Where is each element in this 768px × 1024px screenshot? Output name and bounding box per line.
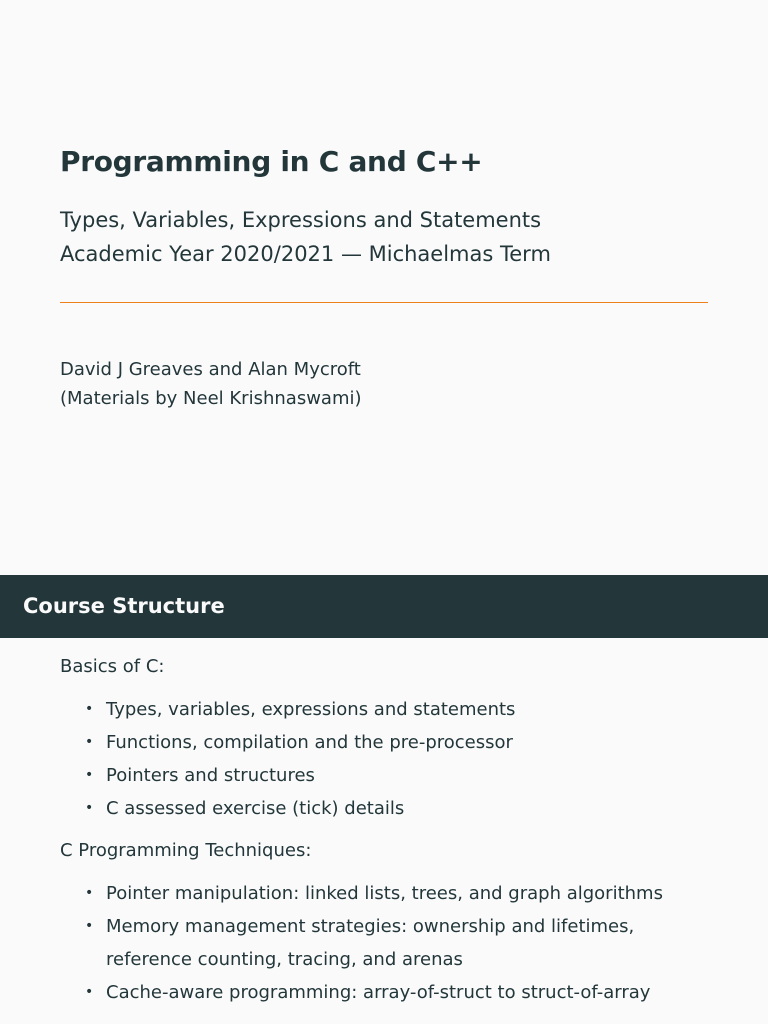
authors-block (60, 355, 362, 413)
author-names: David J Greaves and Alan Mycroft (60, 359, 361, 380)
list-item-text: reference counting, tracing, and arenas (106, 949, 463, 970)
list-item-text: Functions, compilation and the pre-processor (106, 732, 513, 753)
bullet-icon: • (85, 885, 94, 901)
bullet-icon: • (85, 734, 94, 750)
list-item-text: C assessed exercise (tick) details (106, 798, 405, 819)
materials-credit: (Materials by Neel Krishnaswami) (60, 388, 362, 409)
bullet-list (60, 877, 750, 1009)
subtitle-line: Types, Variables, Expressions and Statements (60, 208, 542, 232)
presentation-subtitle (60, 203, 551, 271)
bullet-icon: • (85, 918, 94, 934)
list-item (60, 976, 750, 1009)
bullet-icon: • (85, 767, 94, 783)
presentation-title: Programming in C and C++ (60, 145, 483, 178)
bullet-icon: • (85, 701, 94, 717)
frame-title-bar (0, 575, 768, 638)
list-item (60, 877, 750, 910)
section-heading: C Programming Techniques: (60, 840, 312, 861)
list-item (60, 792, 750, 825)
list-item (60, 726, 750, 759)
list-item-text: Pointers and structures (106, 765, 315, 786)
list-item (60, 693, 750, 726)
list-item-text: Memory management strategies: ownership and lifetimes, (106, 916, 635, 937)
list-item-text: Pointer manipulation: linked lists, trees, and graph algorithms (106, 883, 663, 904)
list-item (60, 910, 750, 943)
bullet-icon: • (85, 984, 94, 1000)
bullet-icon: • (85, 800, 94, 816)
list-item (60, 759, 750, 792)
course-structure-content (60, 650, 750, 1018)
frame-title: Course Structure (23, 594, 225, 618)
subtitle-date-line: Academic Year 2020/2021 — Michaelmas Term (60, 242, 551, 266)
bullet-list (60, 693, 750, 825)
list-item-continuation (60, 943, 750, 976)
list-item-text: Cache-aware programming: array-of-struct to struct-of-array (106, 982, 651, 1003)
title-divider (60, 302, 708, 303)
section-heading: Basics of C: (60, 656, 165, 677)
list-item-text: Types, variables, expressions and statements (106, 699, 516, 720)
